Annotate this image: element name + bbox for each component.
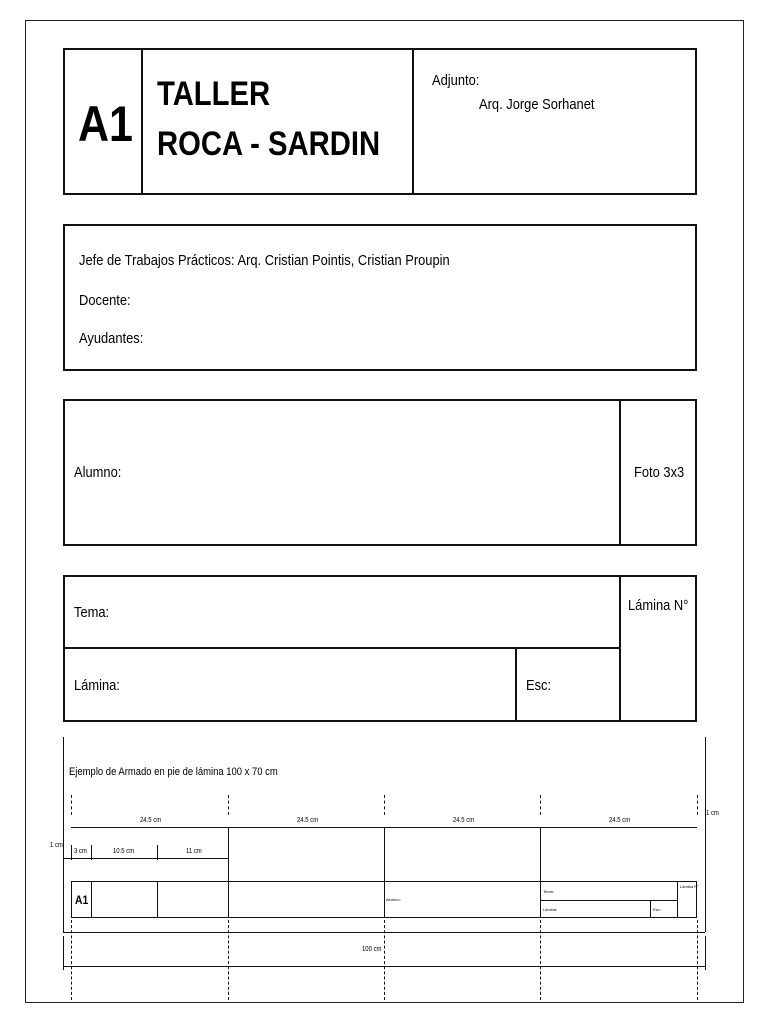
column-guide: [540, 795, 541, 815]
taller-title-line1: TALLER: [157, 75, 271, 113]
mini-tema: Tema:: [543, 889, 554, 894]
column-guide: [540, 920, 541, 1000]
sub-dimension-line: [63, 858, 228, 859]
column-guide: [228, 795, 229, 815]
adjunto-label: Adjunto:: [432, 72, 480, 89]
left-margin-label: 1 cm: [50, 842, 63, 849]
lamina-num-label: Lámina N°: [628, 597, 689, 614]
column-guide: [228, 920, 229, 1000]
right-margin-label: 1 cm: [706, 810, 719, 817]
column-guide: [71, 920, 72, 1000]
jefe-trabajos-practicos: Jefe de Trabajos Prácticos: Arq. Cristian Pointis, Cristian Proupin: [79, 252, 450, 269]
sub-width-3: 11 cm: [186, 848, 202, 855]
tema-divider: [63, 647, 620, 649]
alumno-label: Alumno:: [74, 464, 122, 481]
sheet-code: A1: [78, 96, 133, 152]
tema-label: Tema:: [74, 604, 110, 621]
staff-box: [63, 224, 697, 371]
esc-label: Esc:: [526, 677, 552, 694]
adjunto-name: Arq. Jorge Sorhanet: [479, 96, 595, 113]
column-guide: [71, 795, 72, 815]
sub-width-1: 3 cm: [74, 848, 87, 855]
ayudantes-label: Ayudantes:: [79, 330, 144, 347]
column-guide: [384, 920, 385, 1000]
example-right-edge: [705, 737, 706, 932]
student-box: [63, 399, 697, 546]
mini-row-divider: [540, 900, 677, 901]
mini-divider: [91, 881, 92, 918]
column-width-3: 24.5 cm: [453, 817, 475, 824]
column-width-2: 24.5 cm: [297, 817, 319, 824]
column-guide: [697, 920, 698, 1000]
mini-lamina-num: Lámina N°: [680, 884, 699, 889]
total-dimension-line: [63, 966, 705, 967]
photo-divider: [619, 399, 621, 546]
header-box: [63, 48, 697, 195]
mini-esc: Esc:: [653, 907, 661, 912]
mini-code: A1: [75, 893, 89, 907]
column-guide: [697, 795, 698, 815]
column-width-4: 24.5 cm: [609, 817, 631, 824]
mini-divider: [157, 881, 158, 918]
column-guide: [384, 795, 385, 815]
mini-alumno: Alumno:: [386, 897, 401, 902]
esc-divider: [515, 647, 517, 722]
total-tick-right: [705, 936, 706, 970]
foto-label: Foto 3x3: [634, 464, 685, 481]
column-width-1: 24.5 cm: [140, 817, 162, 824]
mini-esc-divider: [650, 900, 651, 918]
taller-title-line2: ROCA - SARDIN: [157, 125, 381, 163]
total-width-label: 100 cm: [362, 946, 382, 953]
example-title: Ejemplo de Armado en pie de lámina 100 x 70 cm: [69, 766, 278, 778]
docente-label: Docente:: [79, 292, 131, 309]
sub-width-2: 10.5 cm: [113, 848, 135, 855]
header-divider-1: [141, 48, 143, 195]
total-tick-left: [63, 936, 64, 970]
lamina-label: Lámina:: [74, 677, 120, 694]
header-divider-2: [412, 48, 414, 195]
mini-lamina: Lámina:: [543, 907, 558, 912]
mini-lamina-num-divider: [677, 881, 678, 918]
example-left-edge: [63, 737, 64, 932]
